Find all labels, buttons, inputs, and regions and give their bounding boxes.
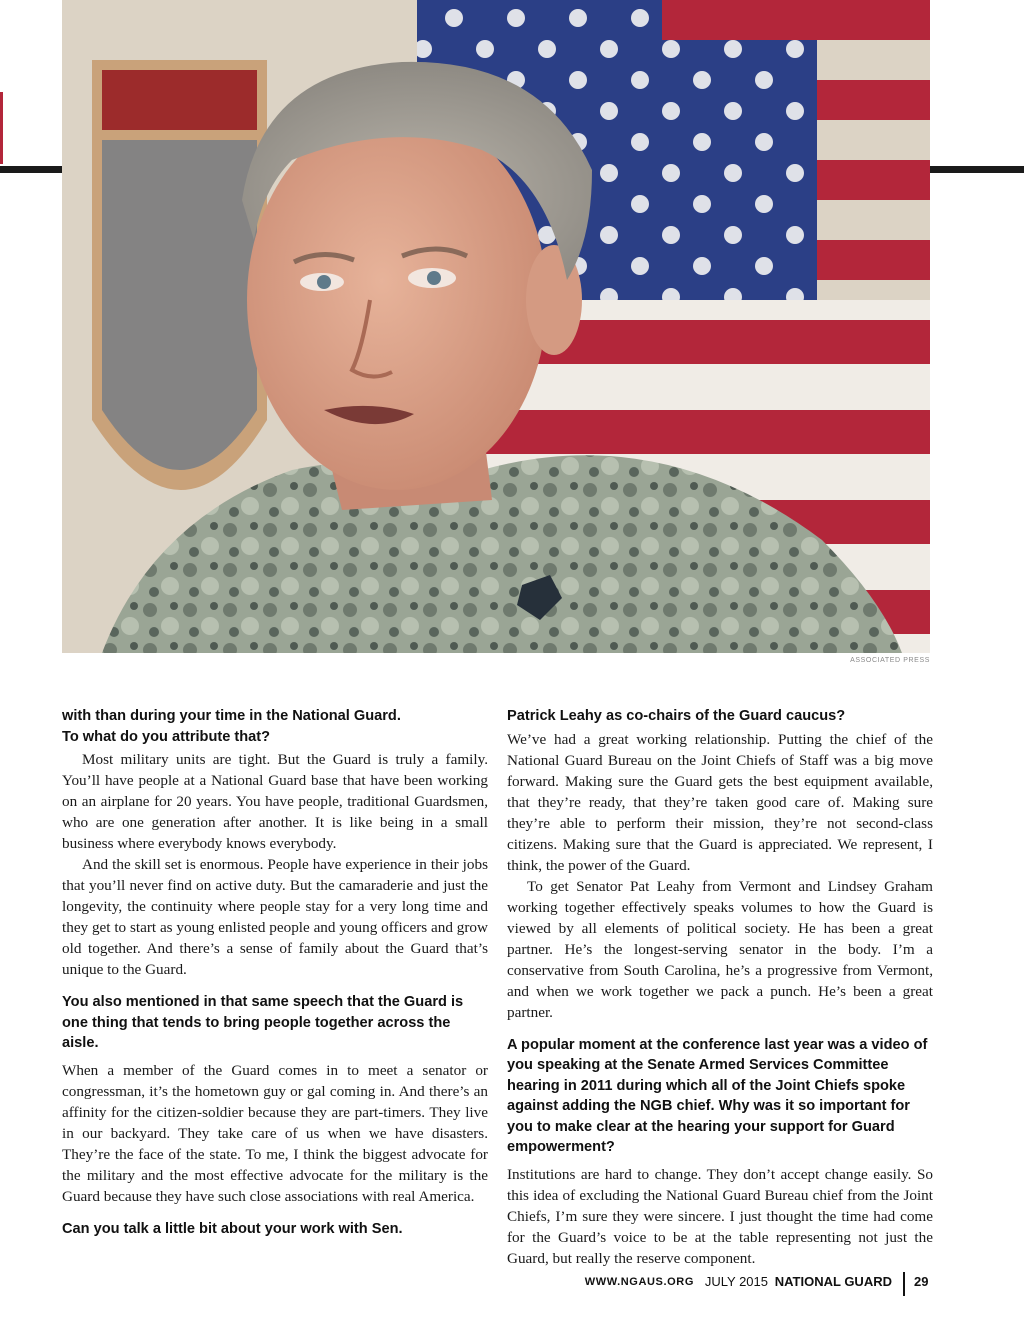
answer-3-paragraph-1: We’ve had a great working relationship. Putting the chief of the National Guard Bureau on the Joint Chiefs of Staff was a big move forward. Making sure the Guard gets the best equipment available, that they’re ready, that they’re taken good care of. Making sure they’re able to perform their mission, they’re not second-class citizens. Making sure that the Guard is appreciated. We represent, I think, the power of the Guard. xyxy=(507,730,933,874)
photo-credit: ASSOCIATED PRESS xyxy=(850,657,930,664)
footer-divider xyxy=(903,1272,905,1296)
page-edge-marker xyxy=(0,92,3,164)
footer-magazine-name: NATIONAL GUARD xyxy=(774,1274,892,1289)
answer-4: Institutions are hard to change. They don’t accept change easily. So this idea of excluding the National Guard Bureau chief from the Joint Chiefs, I’m sure they were sincere. I just thought the time had come for the Guard’s voice to be at the table representing not just the Guard, but really the reserve component. xyxy=(507,1165,933,1267)
footer-issue-date: JULY 2015 xyxy=(704,1274,768,1289)
portrait-photo xyxy=(62,0,930,653)
right-column xyxy=(507,706,933,1269)
question-1-line-2: To what do you attribute that? xyxy=(62,728,271,745)
question-4: A popular moment at the conference last year was a video of you speaking at the Senate Armed Services Committee hearing in 2011 during which all of the Joint Chiefs spoke against adding the NGB chief. Why was it so important for you to make clear at the hearing your support for Guard empowerment? xyxy=(507,1036,928,1155)
answer-1-paragraph-1: Most military units are tight. But the Guard is truly a family. You’ll have people at a National Guard base that have been working on an airplane for 20 years. You have people, traditional Guardsmen, who are one generation after another. It is like being in a small business where everybody knows everybody. xyxy=(62,751,488,852)
footer-website: WWW.NGAUS.ORG xyxy=(584,1276,694,1288)
answer-3-paragraph-2: To get Senator Pat Leahy from Vermont and Lindsey Graham working together effectively speaks volumes to how the Guard is viewed by all elements of political society. He has been a great partner. He’s the longest-serving senator in the body. I’m a conservative from South Carolina, he’s a progressive from Vermont, and when we work together we pack a punch. He’s been a great partner. xyxy=(507,877,933,1021)
page-footer xyxy=(0,1272,1024,1296)
left-column xyxy=(62,706,488,1241)
question-3: Can you talk a little bit about your work with Sen. xyxy=(62,1220,403,1237)
header-rule-right xyxy=(930,166,1024,173)
header-rule-left xyxy=(0,166,62,173)
answer-2: When a member of the Guard comes in to meet a senator or congressman, it’s the hometown guy or gal coming in. And there’s an affinity for the citizen-soldier because they are part-timers. They live in our backyard. They take care of us when we have disasters. They’re the face of the state. To me, I think the biggest advocate for the military and the most effective advocate for the military is the Guard because they have such close associations with real America. xyxy=(62,1061,488,1205)
page-number: 29 xyxy=(914,1274,929,1289)
question-3-continued: Patrick Leahy as co-chairs of the Guard caucus? xyxy=(507,708,846,724)
answer-1-paragraph-2: And the skill set is enormous. People have experience in their jobs that you’ll never find on active duty. But the camaraderie and just the longevity, the continuity where people stay for a very long time and they get to start as young enlisted people and young officers and grow old together. And there’s a sense of family about the Guard that’s unique to the Guard. xyxy=(62,856,488,978)
question-1 xyxy=(62,706,488,747)
question-2: You also mentioned in that same speech that the Guard is one thing that tends to bring people together across the aisle. xyxy=(62,994,464,1051)
question-1-line-1: with than during your time in the National Guard. xyxy=(62,708,401,724)
